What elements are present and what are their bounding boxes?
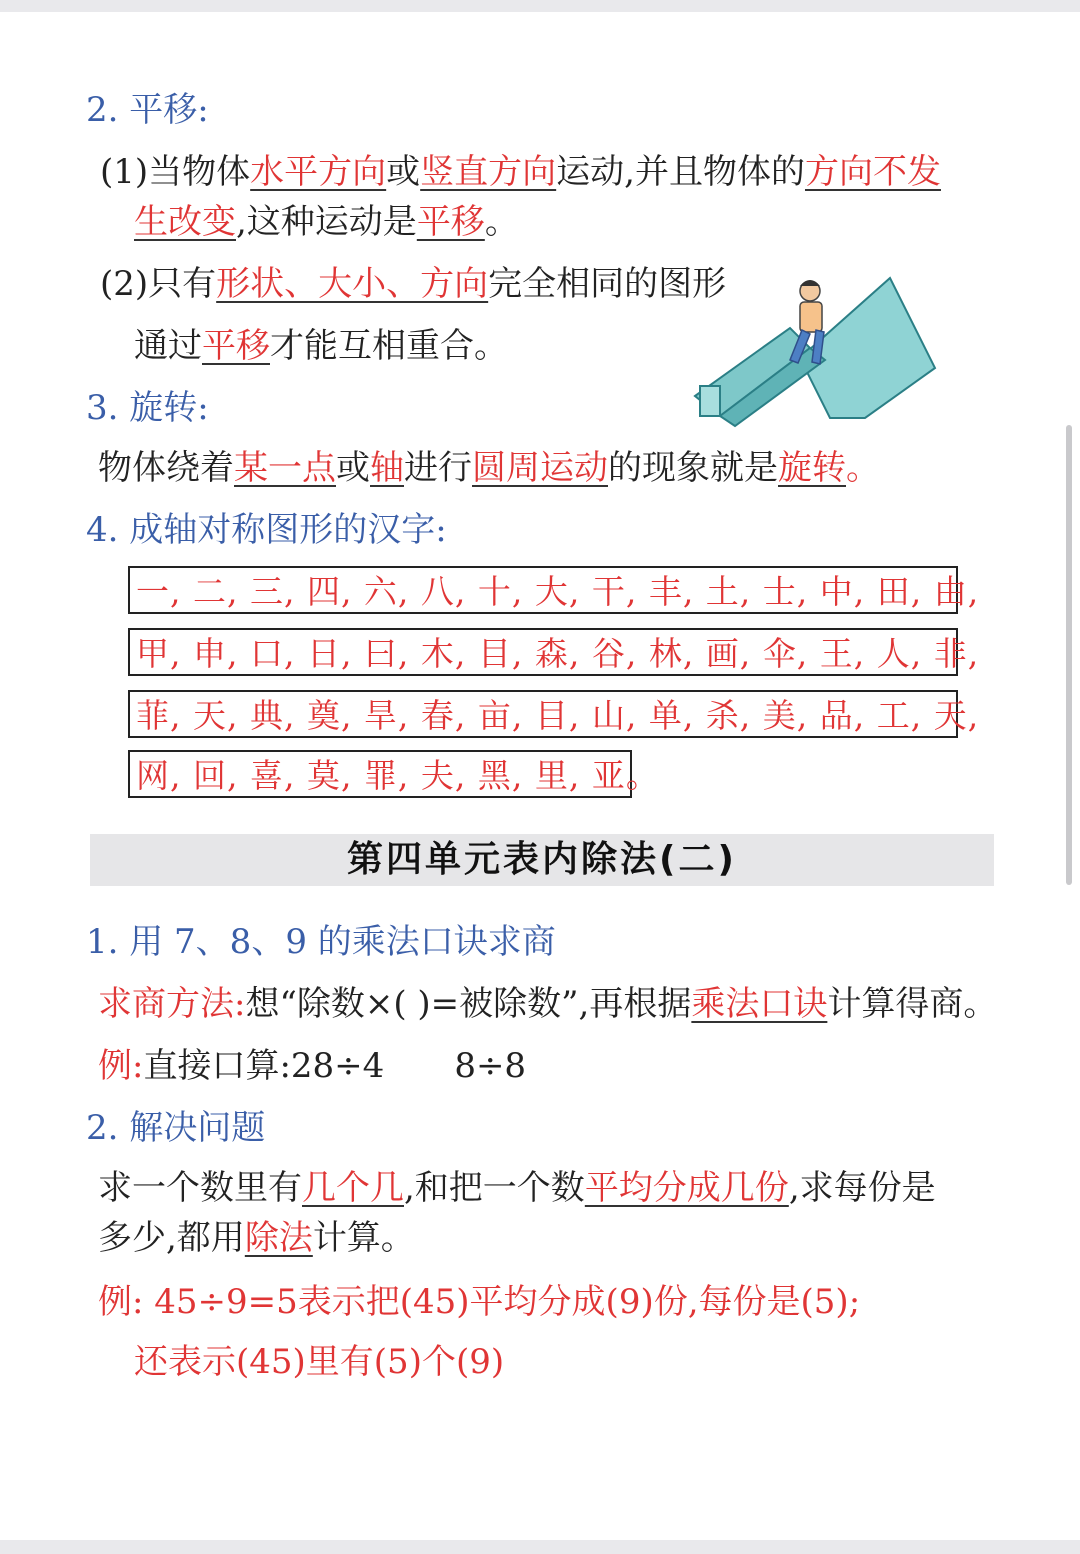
- rotation-definition: [98, 446, 880, 490]
- highlight: 某一点: [234, 448, 336, 488]
- scrollbar[interactable]: [1066, 425, 1072, 885]
- text: 8÷8: [454, 1046, 527, 1086]
- highlight: 圆周运动: [472, 448, 608, 488]
- bottom-bar: [0, 1540, 1080, 1554]
- char-row-2: 甲, 申, 口, 日, 曰, 木, 目, 森, 谷, 林, 画, 伞, 王, 人, 非,: [128, 628, 958, 676]
- method-label: 求商方法:: [98, 984, 246, 1024]
- highlight: 乘法口诀: [691, 984, 828, 1024]
- char-row-3: 菲, 天, 典, 奠, 旱, 春, 亩, 目, 山, 单, 杀, 美, 品, 工, 天,: [128, 690, 958, 738]
- text: 。: [846, 448, 880, 488]
- translation-point-2-line-2: [134, 324, 508, 368]
- child-shirt: [800, 302, 822, 332]
- text: 进行: [404, 448, 472, 488]
- text: 求一个数里有: [98, 1168, 302, 1208]
- child-hair: [800, 280, 820, 286]
- text: 通过: [134, 326, 202, 366]
- text: 。: [484, 202, 519, 242]
- division-example-line-2: 还表示(45)里有(5)个(9): [134, 1342, 505, 1382]
- text: 多少,都用: [98, 1218, 245, 1258]
- section-title-problem-solving: 2. 解决问题: [86, 1108, 266, 1148]
- highlight: 平移: [202, 326, 270, 366]
- highlight: 形状、大小、方向: [216, 264, 489, 304]
- text: ,这种运动是: [236, 202, 417, 242]
- text: 完全相同的图形: [488, 264, 727, 304]
- unit-banner: 第四单元表内除法(二): [90, 834, 994, 886]
- slide-end: [700, 386, 720, 416]
- example-label: 例:: [98, 1046, 144, 1086]
- text: 或: [386, 152, 421, 192]
- translation-point-1-line-2: [134, 200, 519, 244]
- problem-solving-line-2: [98, 1216, 415, 1260]
- highlight: 平移: [416, 202, 485, 242]
- text: 运动,并且物体的: [556, 152, 805, 192]
- highlight: 竖直方向: [420, 152, 557, 192]
- highlight: 旋转: [778, 448, 846, 488]
- highlight: 几个几: [302, 1168, 404, 1208]
- highlight: 方向不发: [804, 152, 941, 192]
- translation-point-1-line-1: [100, 150, 941, 194]
- section-title-rotation: 3. 旋转:: [86, 388, 209, 428]
- text: ,求每份是: [788, 1168, 936, 1208]
- section-title-symmetric-chars: 4. 成轴对称图形的汉字:: [86, 510, 447, 550]
- highlight: 除法: [244, 1218, 313, 1258]
- problem-solving-line-1: [98, 1166, 936, 1210]
- quotient-example: [98, 1044, 526, 1088]
- section-title-multiplication-quotient: 1. 用 7、8、9 的乘法口诀求商: [86, 922, 556, 962]
- quotient-method: [98, 982, 997, 1026]
- text: 的现象就是: [608, 448, 778, 488]
- section-title-translation: 2. 平移:: [86, 90, 209, 130]
- highlight: 生改变: [134, 202, 236, 242]
- char-row-1: 一, 二, 三, 四, 六, 八, 十, 大, 干, 丰, 土, 士, 中, 田, 由,: [128, 566, 958, 614]
- text: (2)只有: [100, 264, 217, 304]
- highlight: 水平方向: [250, 152, 387, 192]
- text: 直接口算:28÷4: [143, 1046, 385, 1086]
- division-example-line-1: 例: 45÷9=5表示把(45)平均分成(9)份,每份是(5);: [98, 1282, 861, 1322]
- char-row-4: 网, 回, 喜, 莫, 罪, 夫, 黑, 里, 亚。: [128, 750, 632, 798]
- highlight: 平均分成几份: [584, 1168, 789, 1208]
- text: 计算。: [312, 1218, 415, 1258]
- text: (1)当物体: [100, 152, 251, 192]
- text: 或: [336, 448, 370, 488]
- text: 物体绕着: [98, 448, 234, 488]
- highlight: 轴: [370, 448, 404, 488]
- slide-illustration: [690, 268, 940, 428]
- text: 计算得商。: [827, 984, 998, 1024]
- text: 才能互相重合。: [270, 326, 508, 366]
- text: 想“除数×( )=被除数”,再根据: [245, 984, 692, 1024]
- text: ,和把一个数: [404, 1168, 585, 1208]
- translation-point-2-line-1: [100, 262, 726, 306]
- top-bar: [0, 0, 1080, 12]
